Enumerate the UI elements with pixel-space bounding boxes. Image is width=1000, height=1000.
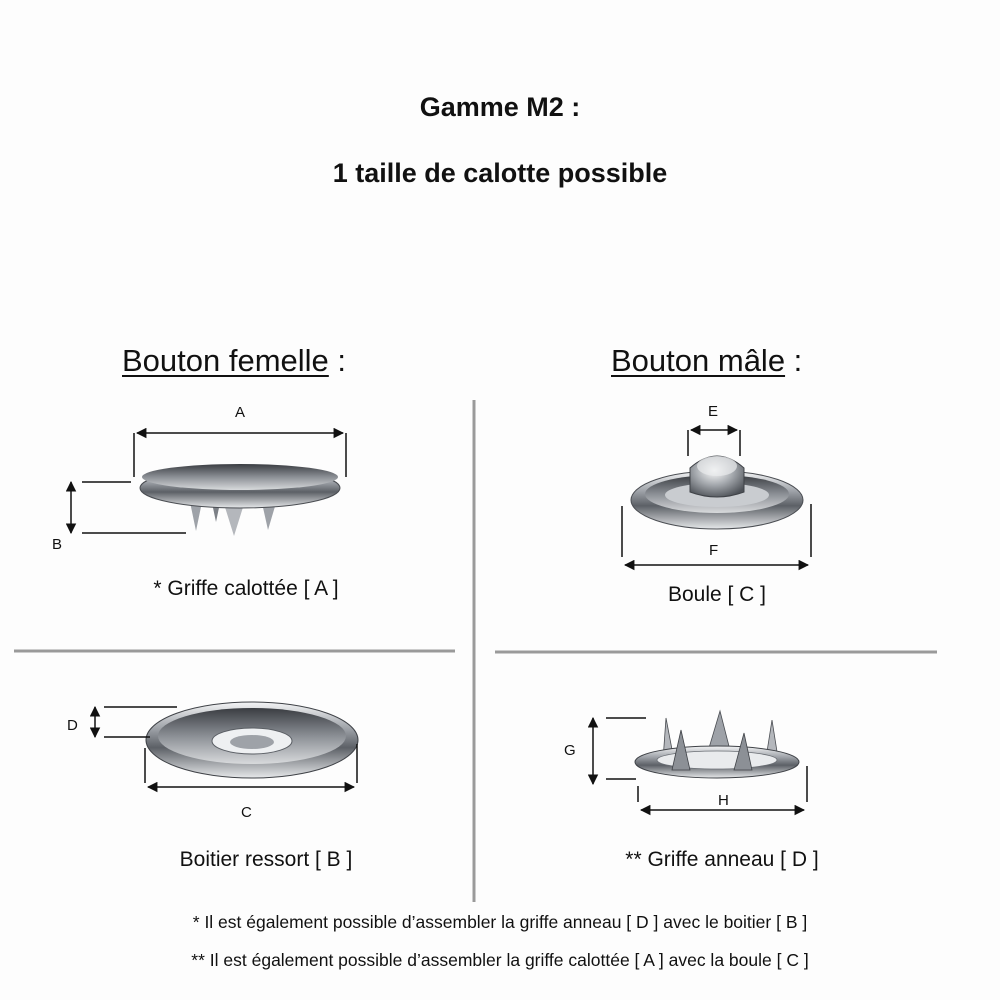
griffe-calottee-illustration [140,464,340,536]
female-section-colon: : [328,343,347,378]
dimension-label-e: E [708,403,719,420]
dimension-label-g: G [564,742,576,759]
footnote-2: ** Il est également possible d’assembler la griffe calottée [ A ] avec la boule [ C ] [191,950,809,970]
female-section-label: Bouton femelle [122,343,329,378]
range-title: Gamme M2 : [419,92,581,122]
caption-boitier-ressort: Boitier ressort [ B ] [179,848,353,871]
dimension-g [593,718,646,784]
griffe-anneau-illustration [635,711,799,778]
dimension-e [688,430,740,456]
dimension-label-f: F [709,542,719,559]
caption-griffe-anneau: ** Griffe anneau [ D ] [625,848,819,871]
caption-griffe-calottee: * Griffe calottée [ A ] [153,577,339,600]
dimension-label-c: C [241,804,252,821]
male-section-label: Bouton mâle [611,343,786,378]
dimension-label-d: D [67,717,78,734]
male-section-colon: : [785,343,803,378]
dimension-label-b: B [52,536,63,553]
dimension-label-a: A [235,404,246,421]
subtitle: 1 taille de calotte possible [332,158,668,188]
caption-boule: Boule [ C ] [667,583,767,606]
dimension-label-h: H [718,792,729,809]
footnote-1: * Il est également possible d’assembler la griffe anneau [ D ] avec le boitier [ B ] [192,912,808,932]
boitier-ressort-illustration [146,702,358,778]
boule-illustration [631,456,803,529]
